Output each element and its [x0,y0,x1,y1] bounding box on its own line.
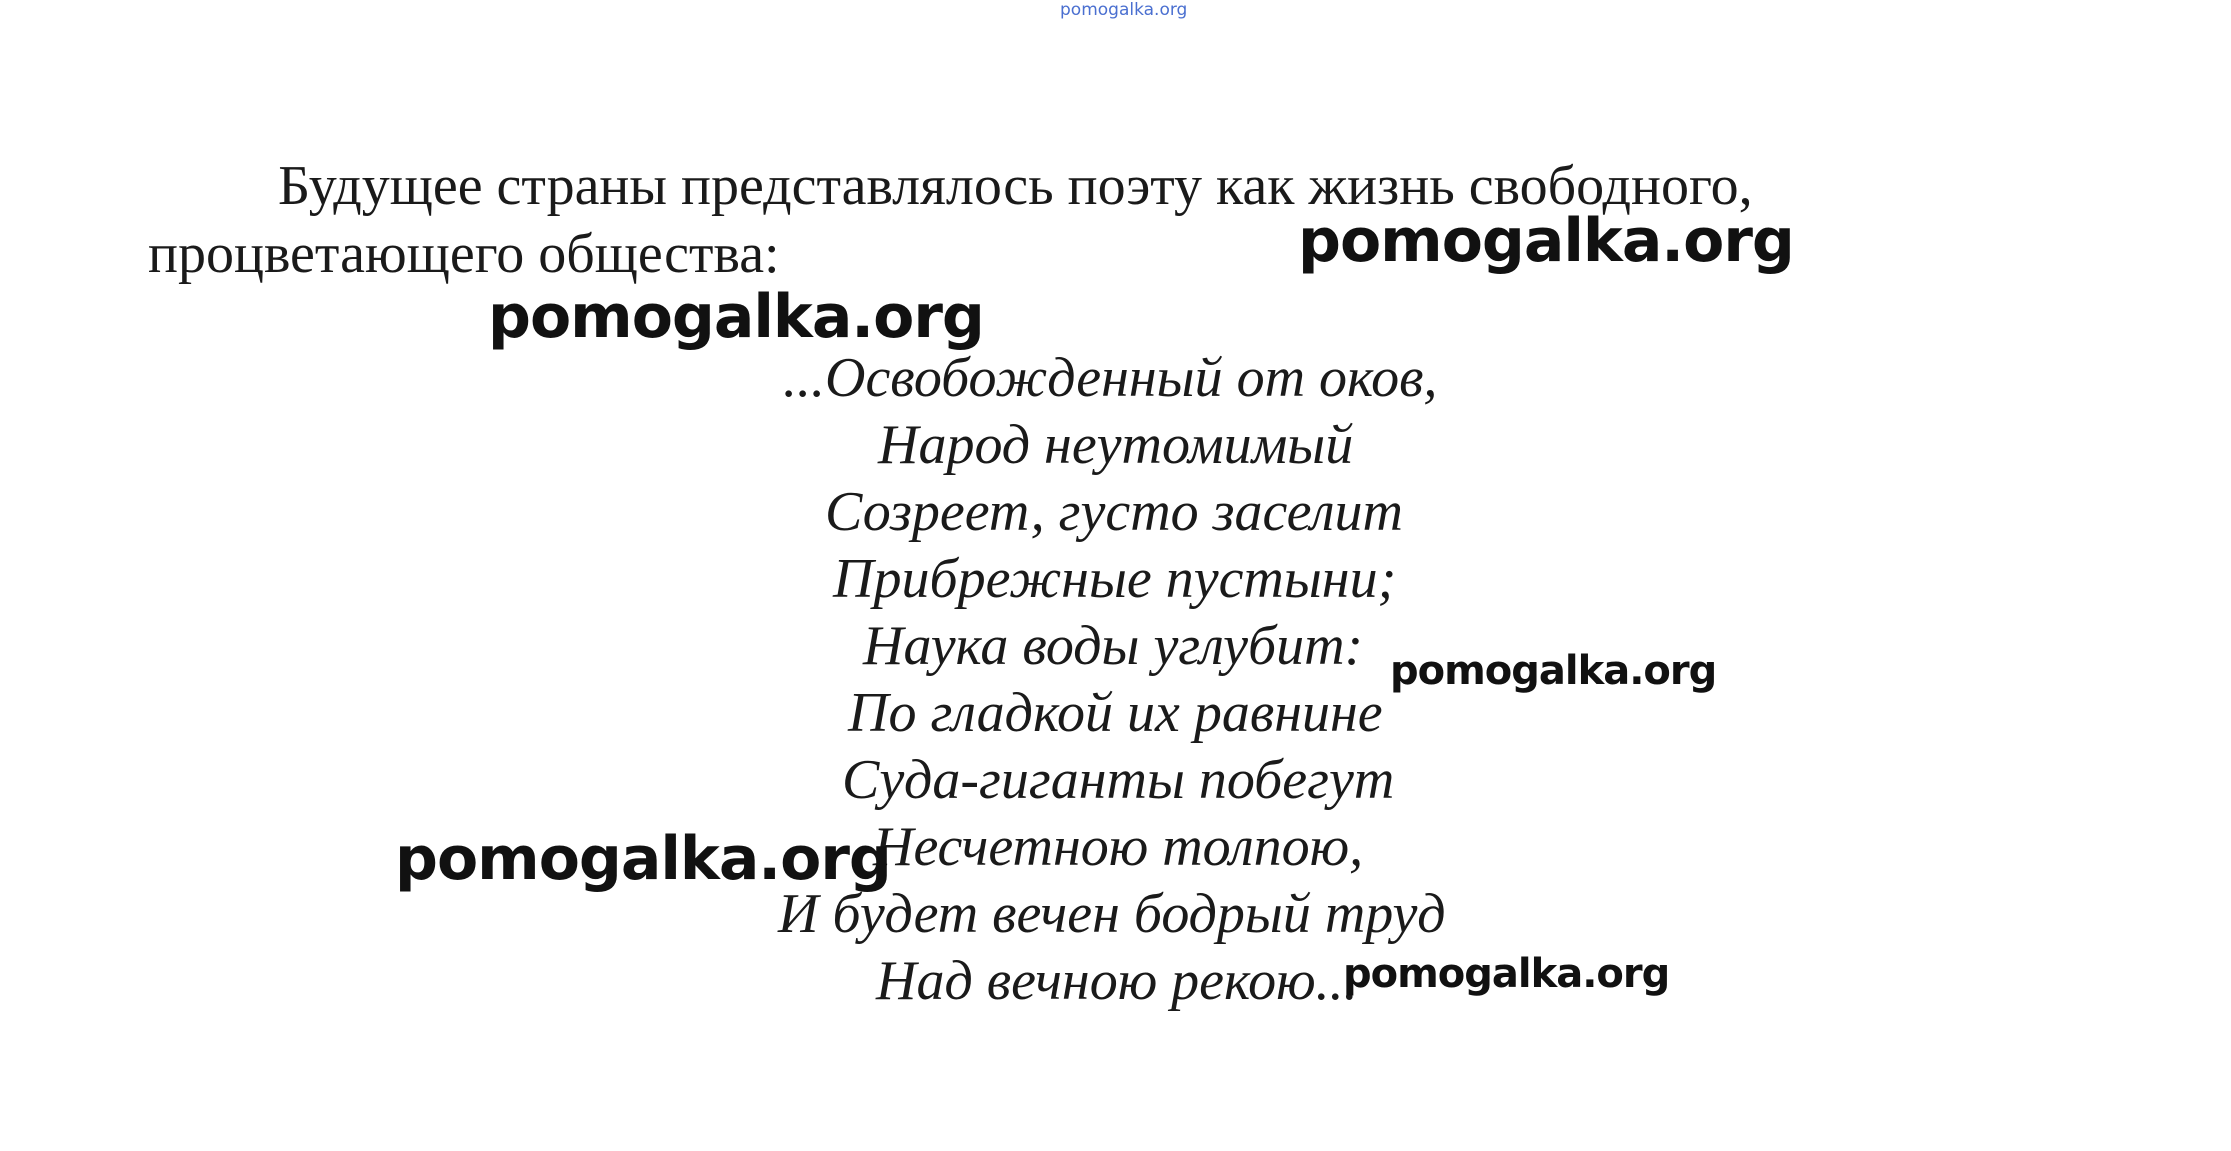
source-link[interactable]: pomogalka.org [1060,0,1188,20]
watermark: pomogalka.org [488,282,984,352]
poem-line: ...Освобожденный от оков, [783,347,1438,409]
poem-line: По гладкой их равнине [848,682,1383,744]
poem-line: Созреет, густо заселит [825,481,1403,543]
poem-line: Народ неутомимый [878,414,1354,476]
watermark: pomogalka.org [1343,951,1670,997]
poem-line: Наука воды углубит: [863,615,1364,677]
watermark: pomogalka.org [1298,206,1794,276]
poem-line: Суда-гиганты побегут [842,749,1395,811]
poem-line: И будет вечен бодрый труд [778,883,1446,945]
watermark: pomogalka.org [1390,648,1717,694]
poem-line: Прибрежные пустыни; [833,548,1397,610]
poem-line: Над вечною рекою... [876,950,1358,1012]
watermark: pomogalka.org [395,824,891,894]
poem-line: Несчетною толпою, [873,816,1364,878]
prose-line-2: процветающего общества: [148,223,780,285]
prose-line-1: Будущее страны представлялось поэту как жизнь свободного, [278,155,1753,217]
